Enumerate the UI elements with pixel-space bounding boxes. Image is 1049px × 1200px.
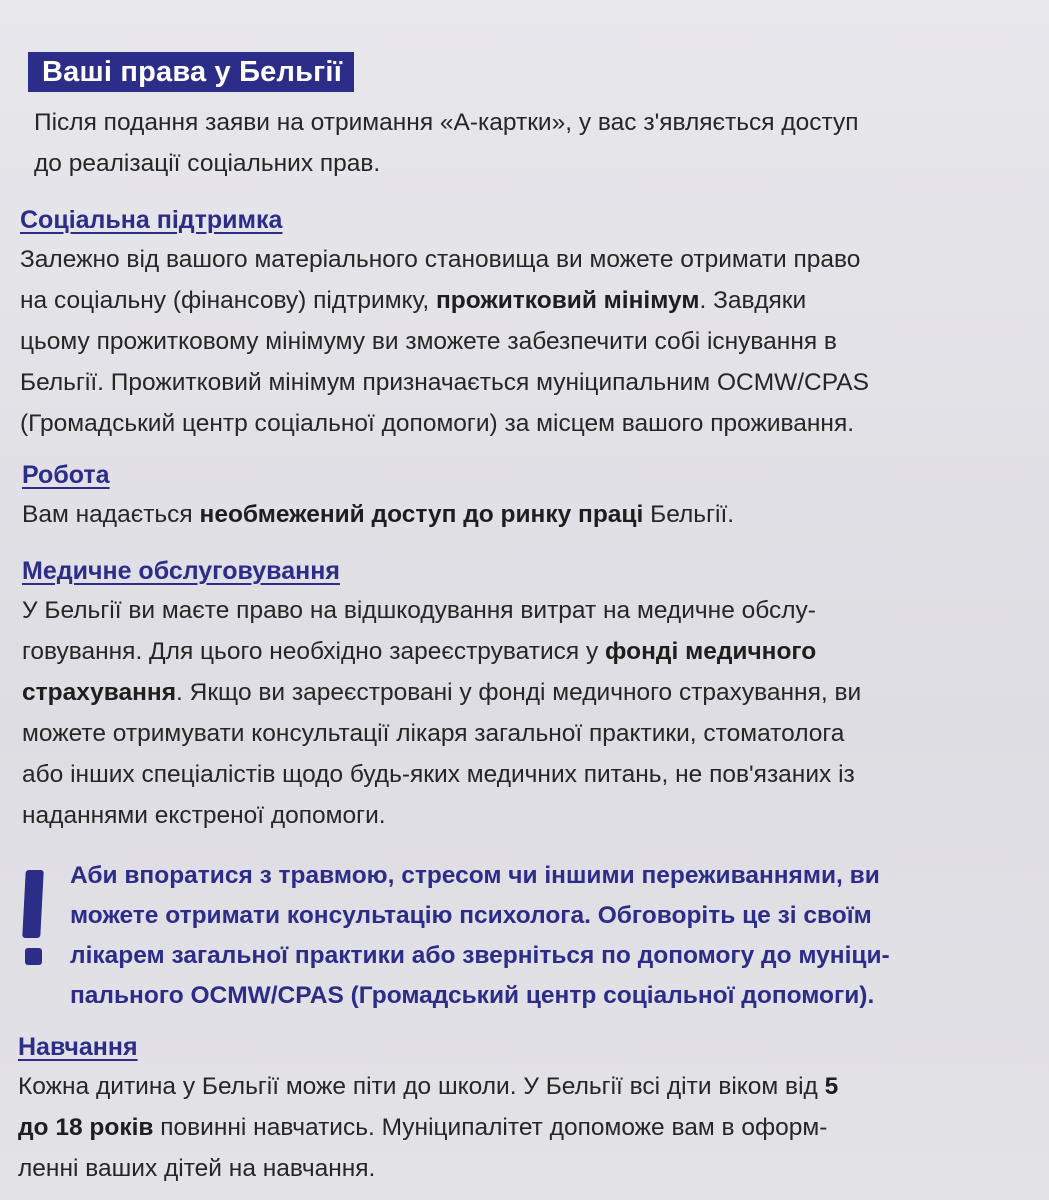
section-heading-medical: Медичне обслуговування [22, 557, 340, 585]
paragraph-line: Вам надається необмежений доступ до ринку праці Бельгії. [22, 501, 735, 528]
notice-line: Аби впоратися з травмою, стресом чи іншими переживаннями, ви [70, 862, 880, 889]
paragraph-line: страхування. Якщо ви зареєстровані у фонді медичного страхування, ви [22, 679, 862, 706]
notice-line: пального OCMW/CPAS (Громадський центр соціальної допомоги). [70, 982, 875, 1009]
section-education [18, 1028, 1021, 1189]
section-heading-social-support: Соціальна підтримка [20, 206, 283, 234]
section-heading-education: Навчання [18, 1033, 138, 1061]
section-social-support [18, 201, 1021, 444]
paragraph-line: Бельгії. Прожитковий мінімум призначається муніципальним OCMW/CPAS [20, 369, 869, 396]
paragraph-line: на соціальну (фінансову) підтримку, прожитковий мінімум. Завдяки [20, 287, 807, 314]
intro-line: до реалізації соціальних прав. [34, 150, 381, 177]
intro-paragraph [18, 102, 1021, 184]
paragraph-line: Залежно від вашого матеріального становища ви можете отримати право [20, 246, 861, 273]
paragraph-line: ленні ваших дітей на навчання. [18, 1155, 376, 1182]
notice-line: можете отримати консультацію психолога. Обговоріть це зі своїм [70, 902, 872, 929]
paragraph-line: У Бельгії ви маєте право на відшкодування витрат на медичне обслу- [22, 597, 816, 624]
paragraph-line: говування. Для цього необхідно зареєструватися у фонді медичного [22, 638, 817, 665]
paragraph-line: Кожна дитина у Бельгії може піти до школи. У Бельгії всі діти віком від 5 [18, 1073, 839, 1100]
paragraph-line: до 18 років повинні навчатись. Муніципалітет допоможе вам в оформ- [18, 1114, 828, 1141]
emphasis-text: до 18 років [18, 1114, 154, 1141]
emphasis-text: прожитковий мінімум [435, 287, 700, 314]
page-title: Ваші права у Бельгії [28, 52, 354, 92]
intro-line: Після подання заяви на отримання «А-картки», у вас з'являється доступ [34, 109, 859, 136]
notice-callout [18, 856, 1021, 1016]
emphasis-text: страхування [22, 679, 177, 706]
paragraph-line: наданнями екстреної допомоги. [22, 802, 386, 829]
section-medical [18, 552, 1021, 836]
paragraph-line: цьому прожитковому мінімуму ви зможете забезпечити собі існування в [20, 328, 837, 355]
emphasis-text: необмежений доступ до ринку праці [199, 501, 644, 528]
notice-line: лікарем загальної практики або зверніться по допомогу до муніци- [70, 942, 890, 969]
paragraph-line: можете отримувати консультації лікаря загальної практики, стоматолога [22, 720, 845, 747]
emphasis-text: 5 [824, 1073, 839, 1100]
paragraph-line: (Громадський центр соціальної допомоги) за місцем вашого проживання. [20, 410, 855, 437]
exclamation-icon [22, 870, 44, 990]
section-work [18, 456, 1021, 535]
section-heading-work: Робота [22, 461, 110, 489]
emphasis-text: фонді медичного [605, 638, 817, 665]
paragraph-line: або інших спеціалістів щодо будь-яких медичних питань, не пов'язаних із [22, 761, 855, 788]
